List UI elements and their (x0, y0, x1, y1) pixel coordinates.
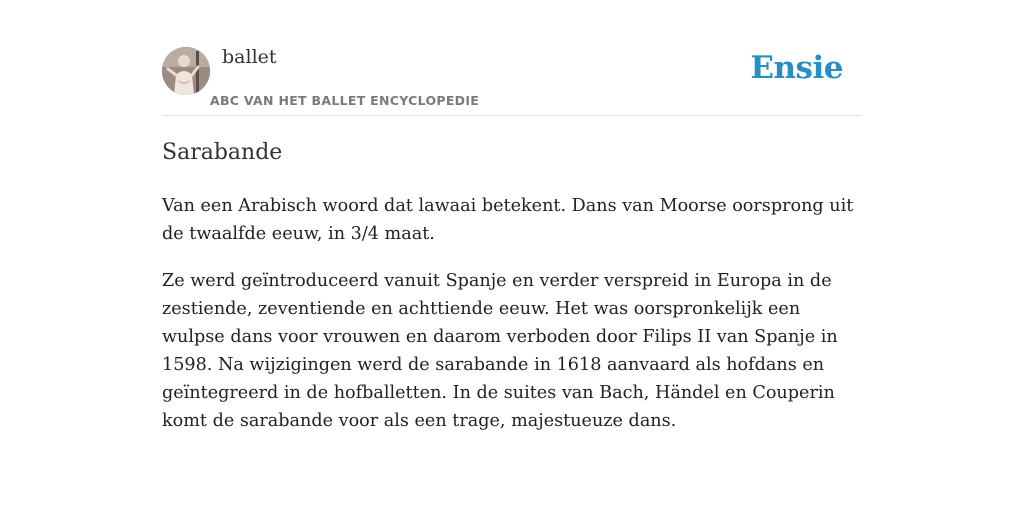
page-container (162, 0, 862, 431)
article-paragraph: Ze werd geïntroduceerd vanuit Spanje en verder verspreid in Europa in de zestiende, zeventiende en achttiende eeuw. Het was oorspronkelijk een wulpse dans voor vrouwen en daarom verboden door Filips II van Spanje in 1598. Na wijzigingen werd de sarabande in 1618 aanvaard als hofdans en geïntegreerd in de hofballetten. In de suites van Bach, Händel en Couperin komt de sarabande voor als een trage, majestueuze dans. (162, 271, 838, 431)
brand-logo[interactable]: Ensie (750, 50, 843, 86)
header (162, 0, 862, 116)
article-body (162, 192, 862, 454)
source-label[interactable]: ABC VAN HET BALLET ENCYCLOPEDIE (210, 93, 480, 108)
user-name-link[interactable]: ballet (222, 46, 277, 68)
article-title: Sarabande (162, 140, 283, 165)
user-avatar[interactable] (162, 47, 210, 95)
article-paragraph: Van een Arabisch woord dat lawaai betekent. Dans van Moorse oorsprong uit de twaalfde eeuw, in 3/4 maat. (162, 196, 854, 244)
ballet-dancer-avatar-icon (162, 47, 210, 95)
